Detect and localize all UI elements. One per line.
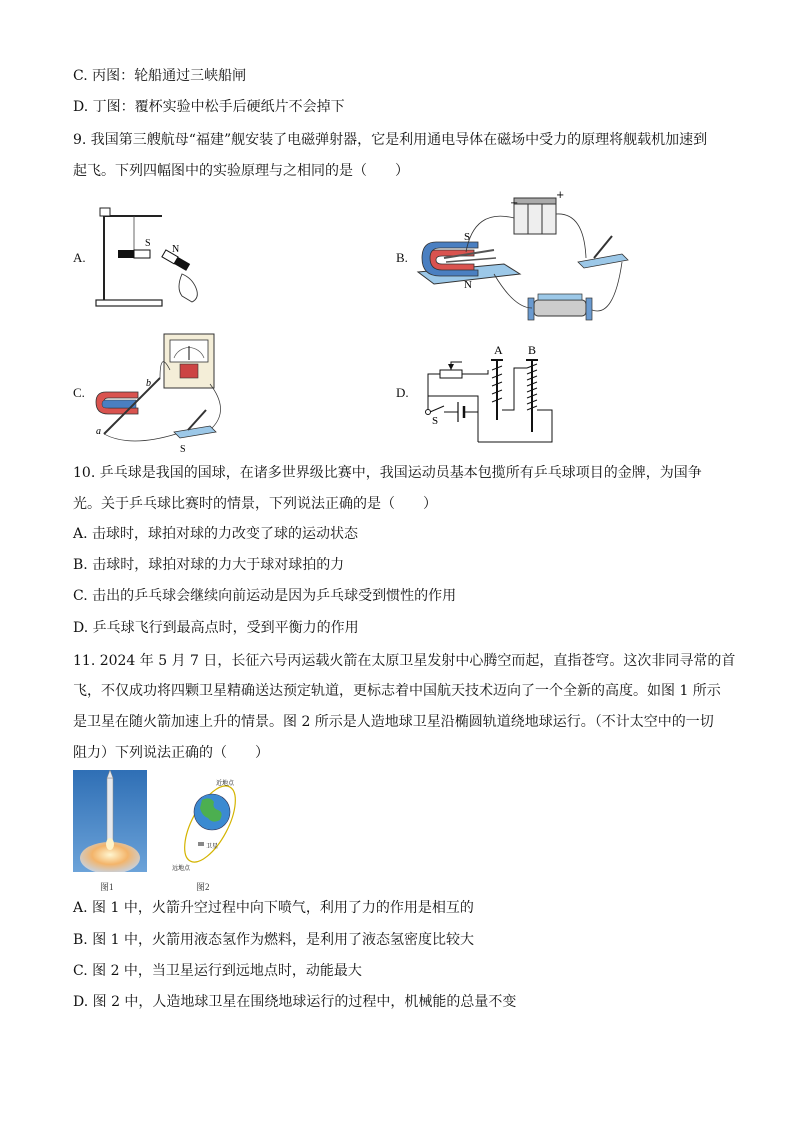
q9-label-b: B. — [396, 250, 408, 265]
q9-label-a: A. — [73, 250, 86, 265]
q9-figure-d — [414, 340, 564, 445]
q11-stem-line4: 阻力）下列说法正确的（ ） — [73, 745, 269, 761]
q9-label-d: D. — [396, 385, 409, 400]
q11-option-a: A. 图 1 中，火箭升空过程中向下喷气，利用了力的作用是相互的 — [73, 900, 474, 916]
fig-b-plus: + — [556, 190, 565, 201]
fig-a-n-label: N — [172, 244, 180, 255]
fig2-sat-label: 卫星 — [206, 844, 219, 850]
fig2-near-label: 近地点 — [216, 781, 235, 787]
fig-d-a-label: A — [494, 343, 503, 357]
q11-option-b: B. 图 1 中，火箭用液态氢作为燃料，是利用了液态氢密度比较大 — [73, 932, 474, 948]
battery-icon — [514, 198, 556, 234]
q8-option-d: D. 丁图：覆杯实验中松手后硬纸片不会掉下 — [73, 99, 345, 115]
q9-figure-a — [88, 200, 218, 315]
q10-option-d: D. 乒乓球飞行到最高点时，受到平衡力的作用 — [73, 620, 359, 636]
q11-option-d: D. 图 2 中，人造地球卫星在围绕地球运行的过程中，机械能的总量不变 — [73, 994, 517, 1010]
fig-d-s-label: S — [432, 415, 439, 427]
q9-figure-b — [414, 188, 634, 328]
fig2-far-label: 远地点 — [172, 866, 191, 872]
fig-b-minus: − — [510, 198, 519, 209]
q10-stem-line1: 10. 乒乓球是我国的国球，在诸多世界级比赛中，我国运动员基本包揽所有乒乓球项目的金牌，为国争 — [73, 465, 702, 481]
q10-option-a: A. 击球时，球拍对球的力改变了球的运动状态 — [73, 526, 359, 542]
q10-option-b: B. 击球时，球拍对球的力大于球对球拍的力 — [73, 557, 345, 573]
q10-stem-line2: 光。关于乒乓球比赛时的情景，下列说法正确的是（ ） — [73, 496, 437, 512]
q11-stem-line1: 11. 2024 年 5 月 7 日，长征六号丙运载火箭在太原卫星发射中心腾空而起，直指苍穹。这次非同寻常的首 — [73, 653, 736, 669]
fig-b-n-label: N — [464, 279, 472, 291]
q11-figure-1-caption: 图1 — [100, 882, 114, 892]
q11-stem-line2: 飞，不仅成功将四颗卫星精确送达预定轨道，更标志着中国航天技术迈向了一个全新的高度。如图 1 所示 — [73, 683, 721, 699]
q10-option-c: C. 击出的乒乓球会继续向前运动是因为乒乓球受到惯性的作用 — [73, 588, 457, 604]
fig-a-s-label: S — [145, 238, 151, 249]
fig-c-b-label: b — [146, 378, 151, 389]
q11-figure-2-orbit — [172, 776, 242, 876]
fig-c-s-label: S — [180, 444, 186, 455]
fig-b-s-label: S — [464, 231, 471, 243]
fig-c-a-label: a — [96, 426, 101, 437]
q11-figure-1-rocket — [73, 770, 147, 872]
q9-figure-c — [90, 330, 240, 455]
q11-stem-line3: 是卫星在随火箭加速上升的情景。图 2 所示是人造地球卫星沿椭圆轨道绕地球运行。（不计太空中的一切 — [73, 714, 714, 730]
q9-stem-line2: 起飞。下列四幅图中的实验原理与之相同的是（ ） — [73, 163, 409, 179]
satellite-icon — [198, 842, 204, 846]
q11-figure-2-caption: 图2 — [196, 882, 210, 892]
q11-option-c: C. 图 2 中，当卫星运行到远地点时，动能最大 — [73, 963, 362, 979]
q8-option-c: C. 丙图：轮船通过三峡船闸 — [73, 68, 247, 84]
q9-label-c: C. — [73, 385, 85, 400]
fig-d-b-label: B — [528, 343, 537, 357]
q9-stem-line1: 9. 我国第三艘航母“福建”舰安装了电磁弹射器，它是利用通电导体在磁场中受力的原理将舰载机加速到 — [73, 132, 708, 148]
